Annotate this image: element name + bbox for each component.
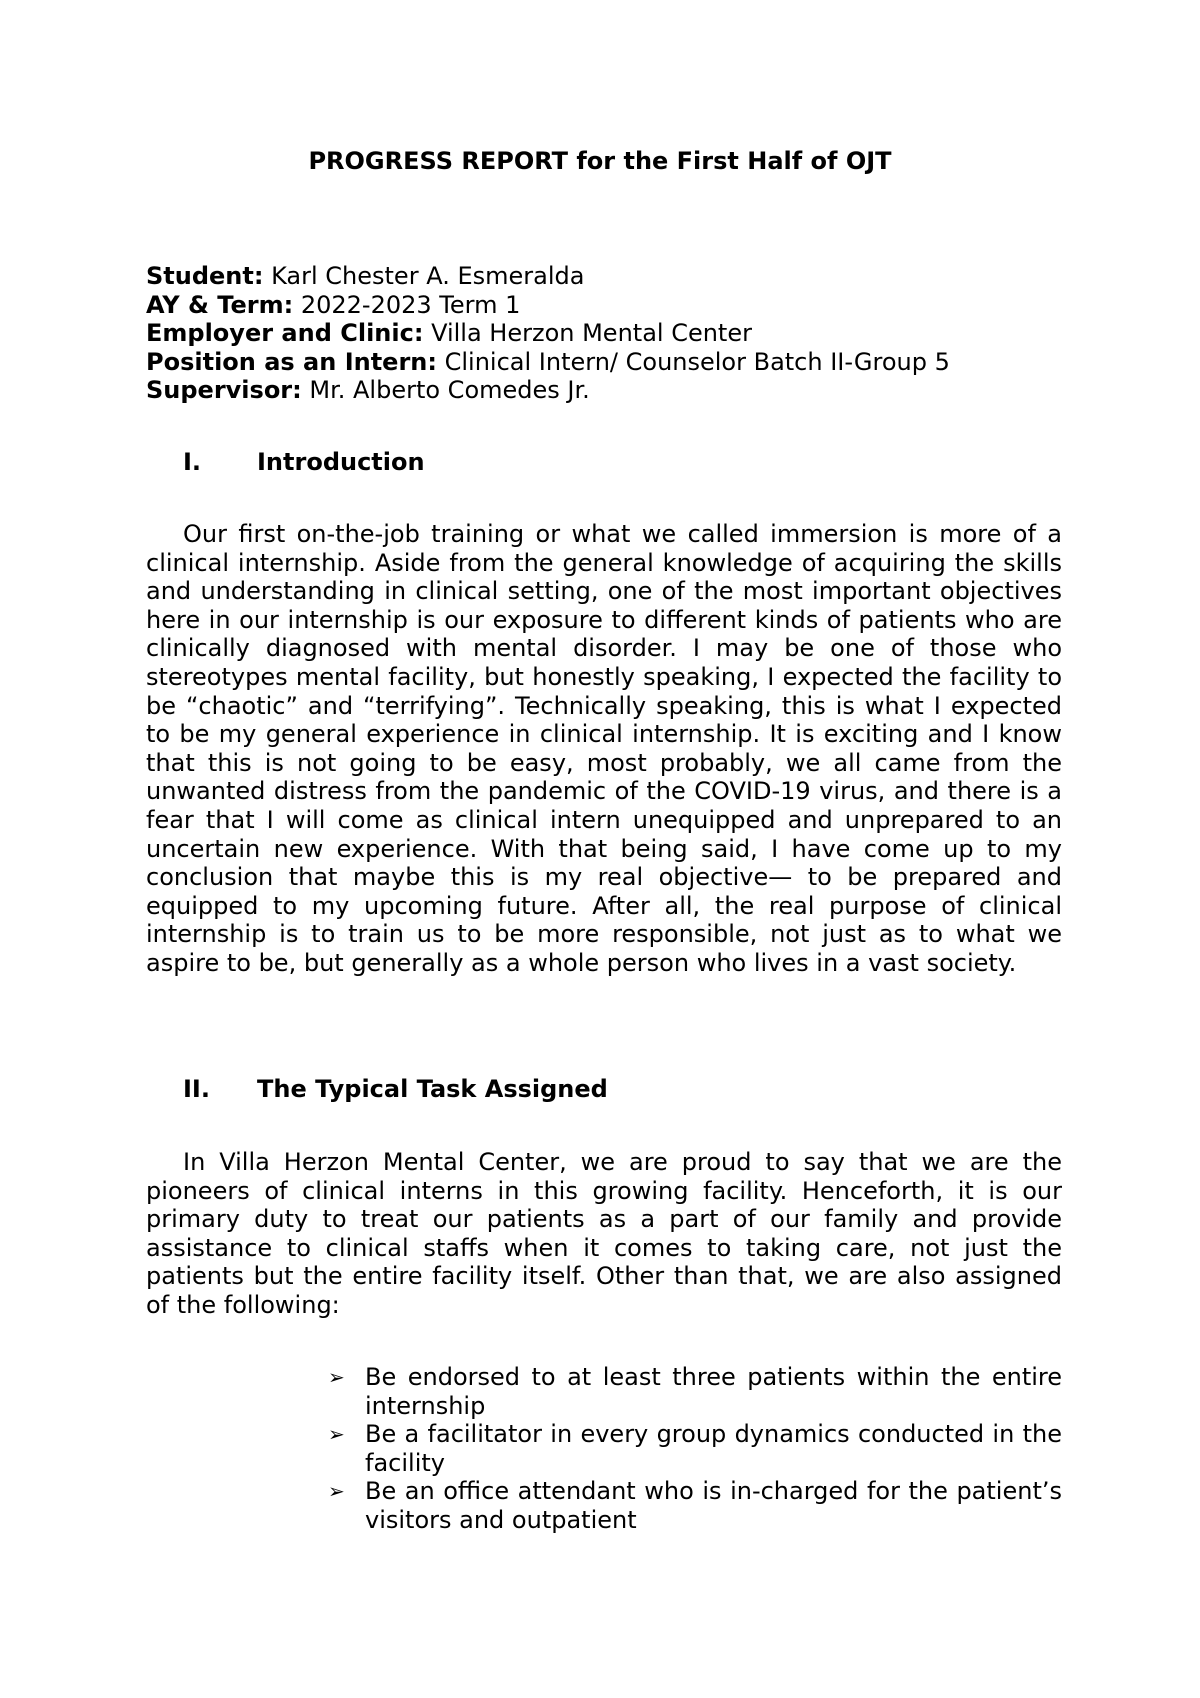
bullet-text: Be a facilitator in every group dynamics conducted in the facility	[365, 1420, 1062, 1477]
supervisor-value: Mr. Alberto Comedes Jr.	[301, 376, 590, 404]
term-value: 2022-2023 Term 1	[293, 290, 521, 319]
student-label: Student:	[146, 262, 264, 290]
section-number: I.	[183, 448, 202, 476]
typical-task-paragraph: In Villa Herzon Mental Center, we are proud to say that we are the pioneers of clinical interns in this growing facility. Henceforth, it is our primary duty to treat our patients as a part of our family and provide assistance to clinical staffs when it comes to taking care, not just the patients but the entire facility itself. Other than that, we are also assigned of the following:	[146, 1148, 1062, 1319]
section-number: II.	[183, 1075, 210, 1103]
section-title: Introduction	[257, 448, 425, 476]
position-label: Position as an Intern:	[146, 347, 437, 376]
list-item	[328, 1477, 1062, 1534]
term-line	[146, 291, 950, 320]
term-label: AY & Term:	[146, 290, 294, 319]
employer-line	[146, 319, 950, 348]
section-title: The Typical Task Assigned	[257, 1075, 608, 1103]
introduction-paragraph: Our first on-the-job training or what we called immersion is more of a clinical internship. Aside from the general knowledge of acquiring the skills and understanding in clinical setting, one of the most important objectives here in our internship is our exposure to different kinds of patients who are clinically diagnosed with mental disorder. I may be one of those who stereotypes mental facility, but honestly speaking, I expected the facility to be “chaotic” and “terrifying”. Technically speaking, this is what I expected to be my general experience in clinical internship. It is exciting and I know that this is not going to be easy, most probably, we all came from the unwanted distress from the pandemic of the COVID-19 virus, and there is a fear that I will come as clinical intern unequipped and unprepared to an uncertain new experience. With that being said, I have come up to my conclusion that maybe this is my real objective— to be prepared and equipped to my upcoming future. After all, the real purpose of clinical internship is to train us to be more responsible, not just as to what we aspire to be, but generally as a whole person who lives in a vast society.	[146, 520, 1062, 977]
supervisor-line	[146, 376, 950, 405]
task-bullet-list	[328, 1363, 1062, 1534]
position-value: Clinical Intern/ Counselor Batch II-Group 5	[436, 347, 950, 376]
document-title: PROGRESS REPORT for the First Half of OJT	[308, 147, 892, 175]
student-value: Karl Chester A. Esmeralda	[263, 262, 585, 290]
student-info-block	[146, 262, 950, 405]
bullet-text: Be endorsed to at least three patients within the entire internship	[365, 1363, 1062, 1420]
student-line	[146, 262, 950, 291]
employer-value: Villa Herzon Mental Center	[423, 319, 752, 347]
supervisor-label: Supervisor:	[146, 376, 302, 404]
position-line	[146, 348, 950, 377]
arrowhead-bullet-icon: ➢	[328, 1479, 345, 1503]
list-item	[328, 1363, 1062, 1420]
list-item	[328, 1420, 1062, 1477]
arrowhead-bullet-icon: ➢	[328, 1422, 345, 1446]
bullet-text: Be an office attendant who is in-charged for the patient’s visitors and outpatient	[365, 1477, 1062, 1534]
section-heading-typical-task	[183, 1073, 608, 1105]
employer-label: Employer and Clinic:	[146, 319, 424, 347]
section-heading-introduction	[183, 446, 425, 478]
arrowhead-bullet-icon: ➢	[328, 1365, 345, 1389]
